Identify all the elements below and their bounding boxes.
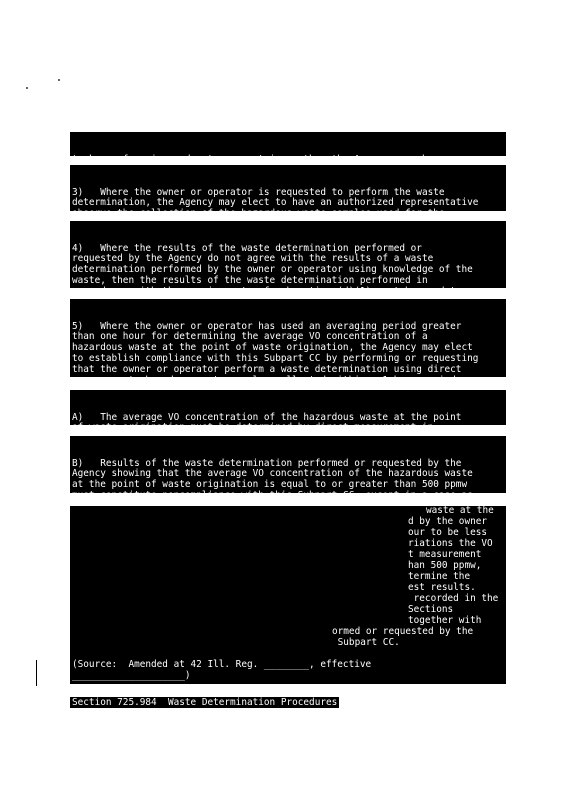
paragraph-continuation: tank, surface impoundment, or container, then the Agency may choose an: [70, 132, 506, 156]
section-heading: Section 725.984 Waste Determination Procedures: [72, 697, 338, 708]
scan-speck: [26, 87, 28, 89]
paragraph-5-b: B) Results of the waste determination performed or requested by the Agency showing that the average VO concentration of the hazardous waste at the point of waste origination is equal to or greater than 500 ppmw must constitute noncompliance with this Subpart CC, except in a case as: [70, 436, 506, 493]
text-fragment: t measurement: [408, 549, 482, 560]
text-fragment: ormed or requested by the: [332, 626, 474, 637]
paragraph-4: 4) Where the results of the waste determination performed or requested by the Agency do not agree with the results of a waste determination performed by the owner or operator using knowledge of the waste, then the results of the waste determination performed in accordance with the requirements of subsection (d)(1) must be used to: [70, 221, 506, 288]
paragraph-3: 3) Where the owner or operator is requested to perform the waste determination, the Agency may elect to have an authorized representative observe the collection of the hazardous waste samples used for the: [70, 165, 506, 211]
text-fragment: termine the: [408, 571, 471, 582]
text-fragment: waste at the: [426, 505, 494, 516]
text-fragment: recorded in the: [408, 593, 499, 604]
text-fragment: est results.: [408, 582, 476, 593]
revision-bar: [36, 660, 37, 686]
paragraph-5: 5) Where the owner or operator has used an averaging period greater than one hour for determining the average VO concentration of a hazardous waste at the point of waste origination, the Agency may elect to establish compliance with this Subpart CC by performing or requesting that the owner or operator perform a waste determination using direct measurement, based on waste samples collected within a 1-hour period, as: [70, 299, 506, 377]
text-fragment: Sections: [408, 604, 454, 615]
text-fragment: han 500 ppmw,: [408, 560, 482, 571]
redacted-paragraph: [70, 506, 506, 684]
text-fragment: our to be less: [408, 527, 488, 538]
text-fragment: riations the VO: [408, 538, 493, 549]
source-note-date: ____________________): [72, 670, 191, 681]
paragraph-5-a: A) The average VO concentration of the hazardous waste at the point of waste origination must be determined by direct measurement in: [70, 390, 506, 425]
scan-speck: [58, 79, 60, 81]
text-fragment: together with: [408, 615, 482, 626]
source-note: (Source: Amended at 42 Ill. Reg. ________, effective: [72, 659, 372, 670]
text-fragment: Subpart CC.: [332, 637, 400, 648]
text-fragment: d by the owner: [408, 516, 488, 527]
